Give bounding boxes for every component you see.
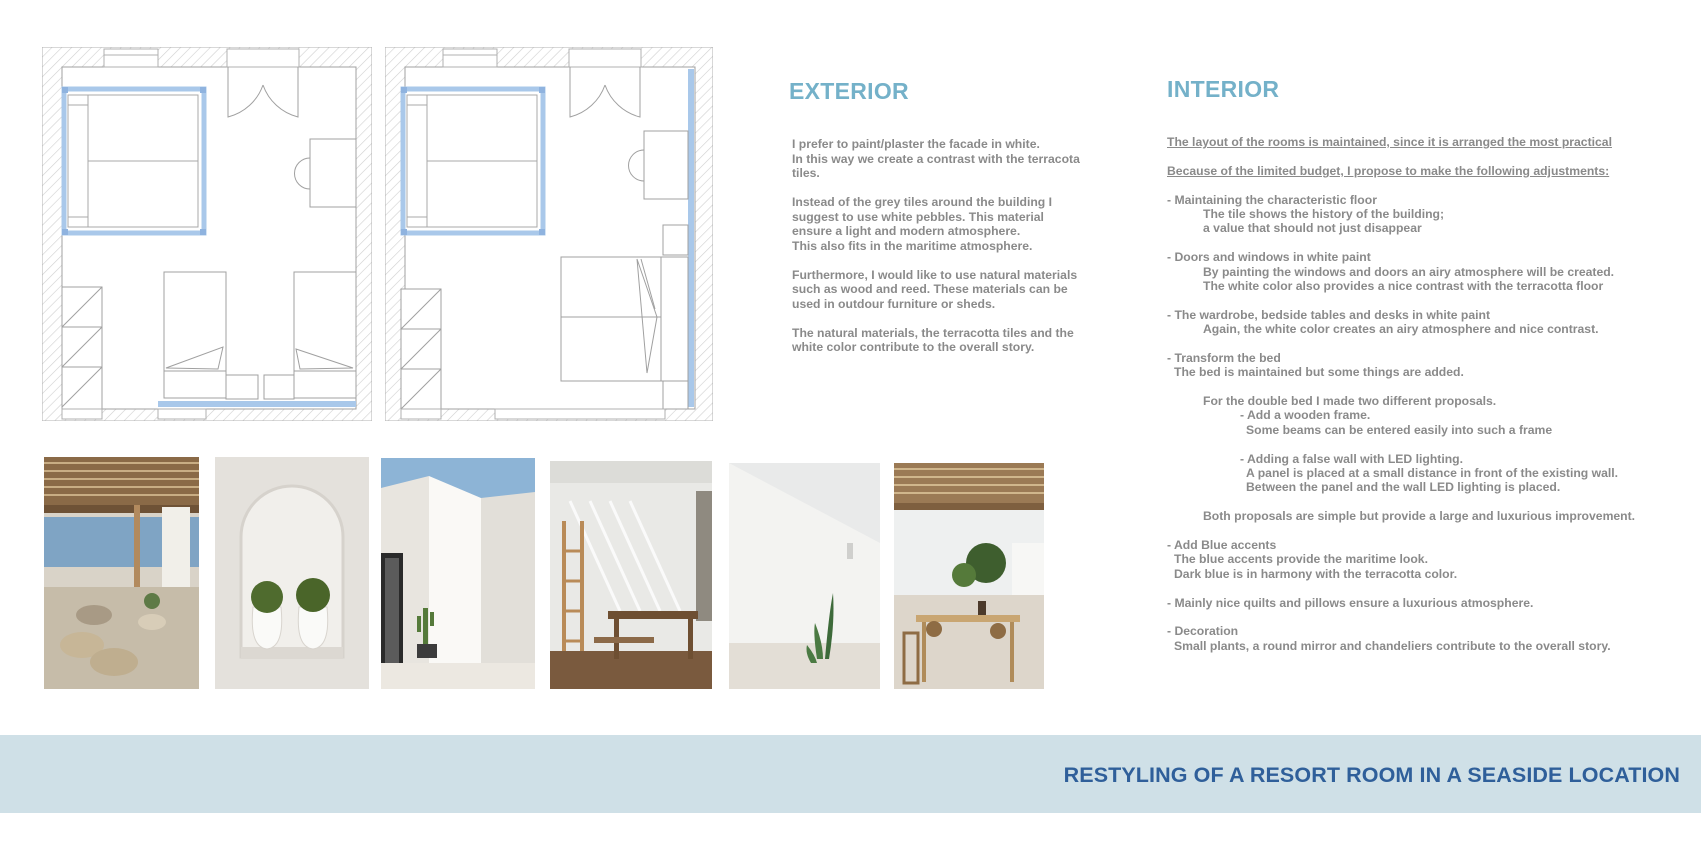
photo-outdoor-dining — [550, 461, 712, 689]
doors-item-line: By painting the windows and doors an airy atmosphere will be created. — [1203, 264, 1615, 279]
photo-white-architecture — [381, 458, 535, 689]
quilts-item-title: - Mainly nice quilts and pillows ensure a luxurious atmosphere. — [1167, 595, 1534, 610]
floor-item-title: - Maintaining the characteristic floor — [1167, 192, 1377, 207]
exterior-line: white color contribute to the overall story. — [792, 340, 1035, 354]
bed-item-line: A panel is placed at a small distance in front of the existing wall. — [1246, 465, 1619, 480]
interior-intro-layout: The layout of the rooms is maintained, since it is arranged the most practical — [1167, 135, 1612, 149]
decoration-item-title: - Decoration — [1167, 624, 1239, 639]
blue-item-line: Dark blue is in harmony with the terracotta color. — [1174, 566, 1458, 581]
exterior-line: I prefer to paint/plaster the facade in white. — [792, 137, 1040, 151]
exterior-paragraph — [792, 195, 1092, 253]
blue-item-title: - Add Blue accents — [1167, 537, 1277, 552]
doors-item-title: - Doors and windows in white paint — [1167, 250, 1371, 265]
interior-intro-budget: Because of the limited budget, I propose to make the following adjustments: — [1167, 163, 1610, 178]
exterior-line: tiles. — [792, 166, 820, 180]
floor-plan-current — [42, 47, 372, 421]
decoration-item-line: Small plants, a round mirror and chandeliers contribute to the overall story. — [1174, 638, 1611, 653]
exterior-line: such as wood and reed. These materials can be — [792, 282, 1068, 296]
interior-heading: INTERIOR — [1167, 76, 1280, 102]
blue-item-line: The blue accents provide the maritime look. — [1174, 552, 1428, 567]
exterior-line: The natural materials, the terracotta tiles and the — [792, 325, 1074, 340]
exterior-description — [792, 137, 1092, 369]
photo-white-wall-cactus — [729, 463, 880, 689]
bed-item-line: The bed is maintained but some things are added. — [1174, 365, 1464, 380]
exterior-line: suggest to use white pebbles. This material — [792, 209, 1044, 224]
exterior-line: Instead of the grey tiles around the building I — [792, 195, 1053, 209]
exterior-paragraph — [792, 137, 1092, 181]
photo-terrace-pergola — [44, 457, 199, 689]
banner-title: RESTYLING OF A RESORT ROOM IN A SEASIDE LOCATION — [1063, 763, 1680, 787]
exterior-line: ensure a light and modern atmosphere. — [792, 224, 1021, 238]
floor-plan-proposal — [385, 47, 713, 421]
wardrobe-item-line: Again, the white color creates an airy atmosphere and nice contrast. — [1203, 322, 1599, 337]
bed-item-line: For the double bed I made two different proposals. — [1203, 394, 1497, 409]
wardrobe-item-title: - The wardrobe, bedside tables and desks in white paint — [1167, 307, 1491, 322]
bed-item-line: Some beams can be entered easily into such a frame — [1246, 422, 1553, 437]
exterior-line: This also fits in the maritime atmosphere. — [792, 238, 1033, 253]
bed-item-line: - Adding a false wall with LED lighting. — [1240, 451, 1463, 466]
doors-item-line: The white color also provides a nice contrast with the terracotta floor — [1203, 278, 1604, 293]
floor-item-line: a value that should not just disappear — [1203, 221, 1422, 236]
title-banner — [0, 735, 1701, 813]
exterior-heading: EXTERIOR — [789, 78, 909, 104]
bed-item-line: Both proposals are simple but provide a large and luxurious improvement. — [1203, 509, 1636, 524]
bed-item-title: - Transform the bed — [1167, 350, 1281, 365]
exterior-paragraph — [792, 268, 1092, 312]
exterior-line: Furthermore, I would like to use natural materials — [792, 267, 1078, 282]
bed-item-line: Between the panel and the wall LED lighting is placed. — [1246, 480, 1561, 495]
photo-terrace-table — [894, 463, 1044, 689]
exterior-paragraph — [792, 326, 1092, 355]
exterior-line: used in outdour furniture or sheds. — [792, 296, 996, 311]
bed-item-line: - Add a wooden frame. — [1240, 408, 1371, 423]
interior-description — [1167, 135, 1687, 653]
floor-item-line: The tile shows the history of the building; — [1203, 206, 1445, 221]
exterior-line: In this way we create a contrast with the terracota — [792, 151, 1080, 166]
photo-white-niche — [215, 457, 369, 689]
